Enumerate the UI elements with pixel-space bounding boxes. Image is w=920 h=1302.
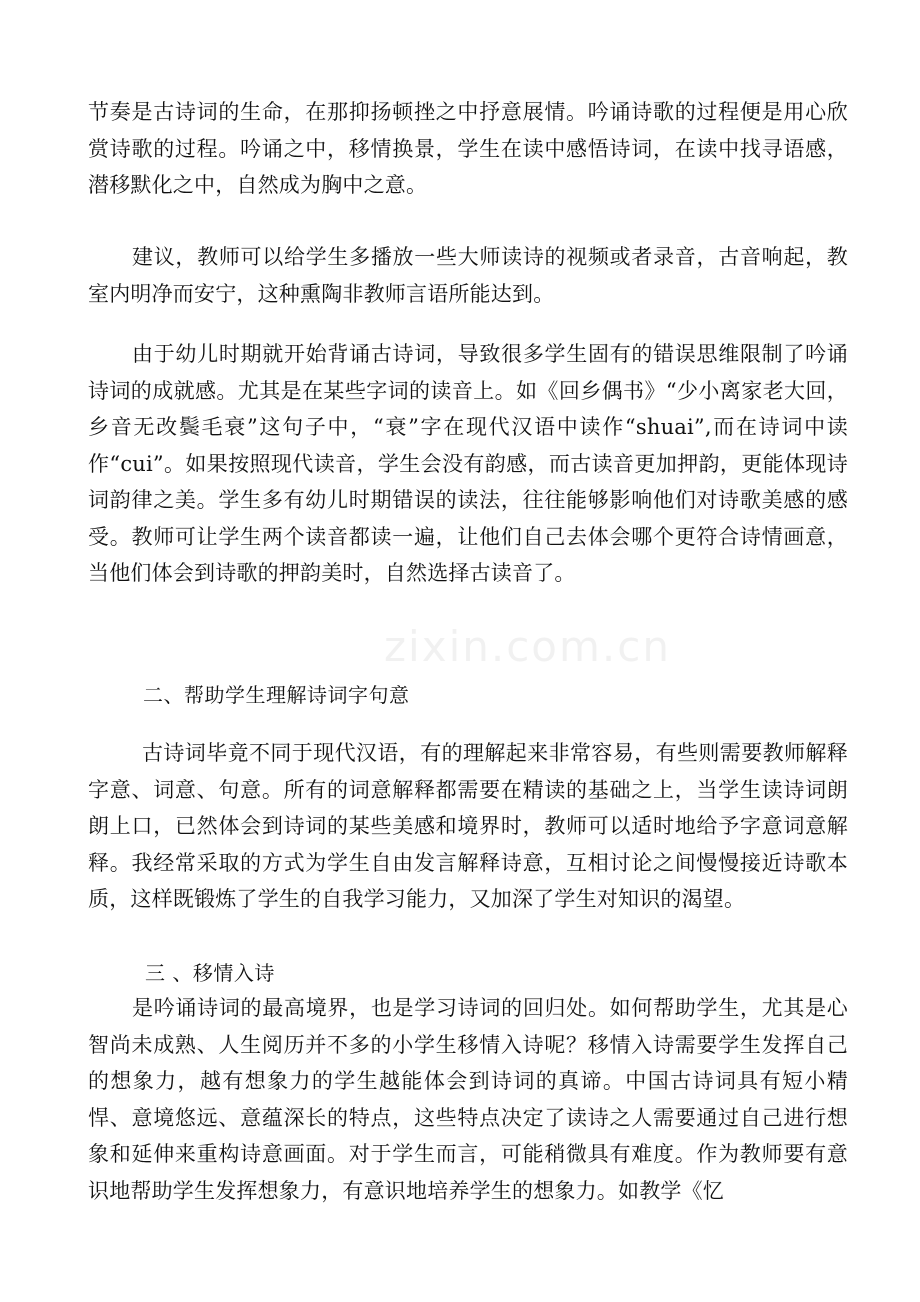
paragraph-pronunciation: 由于幼儿时期就开始背诵古诗词，导致很多学生固有的错误思维限制了吟诵诗词的成就感。尤其是在某些字词的读音上。如《回乡偶书》“少小离家老大回，乡音无改鬓毛衰”这句子中，“衰”字在现代汉语中读作“shuai”,而在诗词中读作“cui”。如果按照现代读音，学生会没有韵感，而古读音更加押韵，更能体现诗词韵律之美。学生多有幼儿时期错误的读法，往往能够影响他们对诗歌美感的感受。教师可让学生两个读音都读一遍，让他们自己去体会哪个更符合诗情画意，当他们体会到诗歌的押韵美时，自然选择古读音了。: [88, 342, 848, 585]
section-heading-3: 三 、移情入诗: [145, 961, 275, 985]
paragraph-empathy: 是吟诵诗词的最高境界，也是学习诗词的回归处。如何帮助学生，尤其是心智尚未成熟、人生阅历并不多的小学生移情入诗呢？移情入诗需要学生发挥自己的想象力，越有想象力的学生越能体会到诗词的真谛。中国古诗词具有短小精悍、意境悠远、意蕴深长的特点，这些特点决定了读诗之人需要通过自己进行想象和延伸来重构诗意画面。对于学生而言，可能稍微具有难度。作为教师要有意识地帮助学生发挥想象力，有意识地培养学生的想象力。如教学《忆: [88, 996, 848, 1203]
watermark: zixin.com.cn: [384, 622, 671, 671]
paragraph-understanding: 古诗词毕竟不同于现代汉语，有的理解起来非常容易，有些则需要教师解释字意、词意、句意。所有的词意解释都需要在精读的基础之上，当学生读诗词朗朗上口，已然体会到诗词的某些美感和境界时，教师可以适时地给予字意词意解释。我经常采取的方式为学生自由发言解释诗意，互相讨论之间慢慢接近诗歌本质，这样既锻炼了学生的自我学习能力，又加深了学生对知识的渴望。: [88, 741, 848, 911]
section-heading-2: 二、帮助学生理解诗词字句意: [143, 683, 410, 707]
paragraph-rhythm: 节奏是古诗词的生命，在那抑扬顿挫之中抒意展情。吟诵诗歌的过程便是用心欣赏诗歌的过程。吟诵之中，移情换景，学生在读中感悟诗词，在读中找寻语感，潜移默化之中，自然成为胸中之意。: [88, 100, 848, 197]
paragraph-suggestion: 建议，教师可以给学生多播放一些大师读诗的视频或者录音，古音响起，教室内明净而安宁，这种熏陶非教师言语所能达到。: [88, 245, 848, 306]
